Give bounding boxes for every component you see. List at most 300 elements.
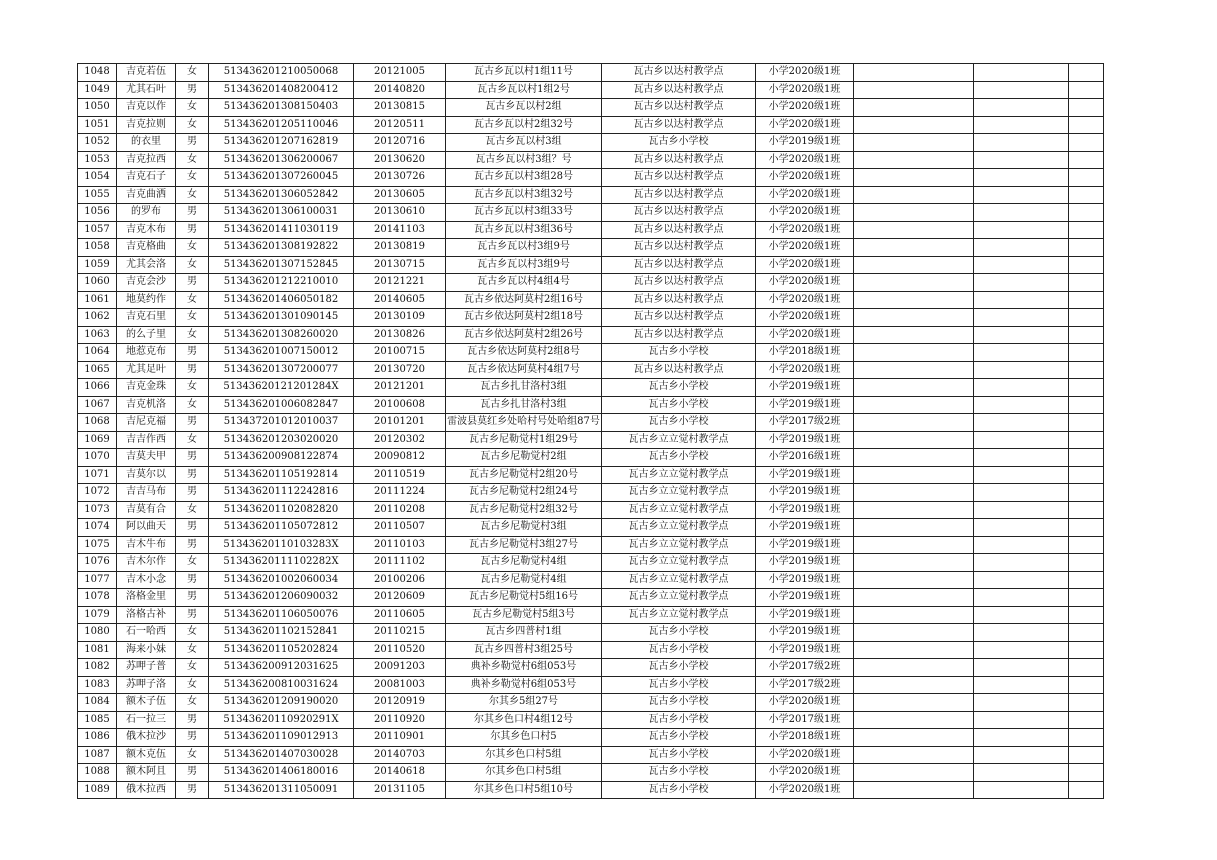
empty-cell <box>1069 134 1104 152</box>
row-number-cell: 1083 <box>78 676 117 694</box>
empty-cell <box>854 641 974 659</box>
id-number-cell: 513436201308150403 <box>209 99 354 117</box>
birth-date-cell: 20110507 <box>354 519 446 537</box>
birth-date-cell: 20100206 <box>354 571 446 589</box>
gender-cell: 男 <box>176 414 209 432</box>
table-row <box>78 169 1104 187</box>
empty-cell <box>1069 379 1104 397</box>
birth-date-cell: 20110103 <box>354 536 446 554</box>
student-name-cell: 吉尼克福 <box>117 414 176 432</box>
table-row <box>78 99 1104 117</box>
gender-cell: 男 <box>176 606 209 624</box>
row-number-cell: 1072 <box>78 484 117 502</box>
empty-cell <box>854 309 974 327</box>
class-cell: 小学2019级1班 <box>756 571 854 589</box>
address-cell: 瓦古乡瓦以村1组11号 <box>446 64 602 82</box>
empty-cell <box>974 431 1069 449</box>
id-number-cell: 513436201106050076 <box>209 606 354 624</box>
student-name-cell: 吉克石里 <box>117 309 176 327</box>
empty-cell <box>1069 116 1104 134</box>
student-name-cell: 的么子里 <box>117 326 176 344</box>
empty-cell <box>1069 239 1104 257</box>
address-cell: 瓦古乡依达阿莫村2组8号 <box>446 344 602 362</box>
empty-cell <box>854 501 974 519</box>
id-number-cell: 513436201105202824 <box>209 641 354 659</box>
gender-cell: 女 <box>176 239 209 257</box>
class-cell: 小学2019级1班 <box>756 641 854 659</box>
empty-cell <box>1069 694 1104 712</box>
id-number-cell: 513436201212210010 <box>209 274 354 292</box>
empty-cell <box>1069 659 1104 677</box>
class-cell: 小学2019级1班 <box>756 501 854 519</box>
row-number-cell: 1069 <box>78 431 117 449</box>
table-row <box>78 501 1104 519</box>
class-cell: 小学2019级1班 <box>756 624 854 642</box>
student-name-cell: 苏呷子普 <box>117 659 176 677</box>
address-cell: 瓦古乡依达阿莫村4组7号 <box>446 361 602 379</box>
row-number-cell: 1051 <box>78 116 117 134</box>
empty-cell <box>1069 449 1104 467</box>
id-number-cell: 513436201306200067 <box>209 151 354 169</box>
school-cell: 瓦古乡以达村教学点 <box>602 361 756 379</box>
student-name-cell: 吉木牛布 <box>117 536 176 554</box>
birth-date-cell: 20130726 <box>354 169 446 187</box>
birth-date-cell: 20110901 <box>354 729 446 747</box>
school-cell: 瓦古乡小学校 <box>602 414 756 432</box>
class-cell: 小学2019级1班 <box>756 589 854 607</box>
student-name-cell: 吉莫夫甲 <box>117 449 176 467</box>
row-number-cell: 1085 <box>78 711 117 729</box>
empty-cell <box>854 659 974 677</box>
student-name-cell: 俄木拉西 <box>117 781 176 799</box>
empty-cell <box>974 309 1069 327</box>
school-cell: 瓦古乡以达村教学点 <box>602 169 756 187</box>
empty-cell <box>854 204 974 222</box>
table-row <box>78 134 1104 152</box>
address-cell: 瓦古乡尼勒觉村2组20号 <box>446 466 602 484</box>
row-number-cell: 1067 <box>78 396 117 414</box>
class-cell: 小学2020级1班 <box>756 746 854 764</box>
student-name-cell: 地莫约作 <box>117 291 176 309</box>
school-cell: 瓦古乡立立觉村教学点 <box>602 536 756 554</box>
address-cell: 瓦古乡依达阿莫村2组26号 <box>446 326 602 344</box>
address-cell: 尔其乡色口村5组10号 <box>446 781 602 799</box>
school-cell: 瓦古乡小学校 <box>602 134 756 152</box>
id-number-cell: 513437201012010037 <box>209 414 354 432</box>
empty-cell <box>854 239 974 257</box>
empty-cell <box>1069 466 1104 484</box>
empty-cell <box>854 81 974 99</box>
birth-date-cell: 20130826 <box>354 326 446 344</box>
address-cell: 瓦古乡瓦以村3组28号 <box>446 169 602 187</box>
table-row <box>78 781 1104 799</box>
birth-date-cell: 20130620 <box>354 151 446 169</box>
id-number-cell: 513436201002060034 <box>209 571 354 589</box>
empty-cell <box>854 99 974 117</box>
empty-cell <box>1069 256 1104 274</box>
address-cell: 瓦古乡瓦以村3组36号 <box>446 221 602 239</box>
gender-cell: 女 <box>176 151 209 169</box>
table-row <box>78 624 1104 642</box>
empty-cell <box>854 449 974 467</box>
address-cell: 瓦古乡尼勒觉村2组24号 <box>446 484 602 502</box>
address-cell: 尔其乡色口村5 <box>446 729 602 747</box>
empty-cell <box>1069 729 1104 747</box>
birth-date-cell: 20130109 <box>354 309 446 327</box>
class-cell: 小学2020级1班 <box>756 256 854 274</box>
table-row <box>78 116 1104 134</box>
empty-cell <box>854 554 974 572</box>
class-cell: 小学2020级1班 <box>756 764 854 782</box>
gender-cell: 女 <box>176 186 209 204</box>
class-cell: 小学2020级1班 <box>756 221 854 239</box>
row-number-cell: 1064 <box>78 344 117 362</box>
school-cell: 瓦古乡以达村教学点 <box>602 326 756 344</box>
row-number-cell: 1075 <box>78 536 117 554</box>
empty-cell <box>974 239 1069 257</box>
id-number-cell: 513436201308260020 <box>209 326 354 344</box>
id-number-cell: 51343620110103283X <box>209 536 354 554</box>
empty-cell <box>974 186 1069 204</box>
id-number-cell: 513436201311050091 <box>209 781 354 799</box>
empty-cell <box>854 571 974 589</box>
student-name-cell: 吉克石子 <box>117 169 176 187</box>
id-number-cell: 51343620110920291X <box>209 711 354 729</box>
birth-date-cell: 20111224 <box>354 484 446 502</box>
address-cell: 瓦古乡依达阿莫村2组18号 <box>446 309 602 327</box>
empty-cell <box>974 274 1069 292</box>
row-number-cell: 1073 <box>78 501 117 519</box>
birth-date-cell: 20110520 <box>354 641 446 659</box>
student-name-cell: 吉木尔作 <box>117 554 176 572</box>
address-cell: 尔其乡色口村5组 <box>446 764 602 782</box>
birth-date-cell: 20110519 <box>354 466 446 484</box>
empty-cell <box>854 291 974 309</box>
row-number-cell: 1088 <box>78 764 117 782</box>
empty-cell <box>854 781 974 799</box>
empty-cell <box>974 501 1069 519</box>
address-cell: 典补乡勒觉村6组053号 <box>446 676 602 694</box>
row-number-cell: 1052 <box>78 134 117 152</box>
empty-cell <box>974 81 1069 99</box>
row-number-cell: 1055 <box>78 186 117 204</box>
gender-cell: 女 <box>176 676 209 694</box>
row-number-cell: 1049 <box>78 81 117 99</box>
empty-cell <box>854 326 974 344</box>
address-cell: 瓦古乡瓦以村2组 <box>446 99 602 117</box>
gender-cell: 男 <box>176 344 209 362</box>
empty-cell <box>1069 396 1104 414</box>
class-cell: 小学2020级1班 <box>756 99 854 117</box>
gender-cell: 男 <box>176 449 209 467</box>
gender-cell: 男 <box>176 134 209 152</box>
school-cell: 瓦古乡以达村教学点 <box>602 274 756 292</box>
address-cell: 雷波县莫红乡处哈村号处哈组87号 <box>446 414 602 432</box>
row-number-cell: 1065 <box>78 361 117 379</box>
student-name-cell: 尤其会洛 <box>117 256 176 274</box>
gender-cell: 女 <box>176 99 209 117</box>
roster-body <box>78 64 1104 799</box>
empty-cell <box>1069 589 1104 607</box>
address-cell: 瓦古乡尼勒觉村3组 <box>446 519 602 537</box>
row-number-cell: 1053 <box>78 151 117 169</box>
empty-cell <box>974 221 1069 239</box>
id-number-cell: 513436201203020020 <box>209 431 354 449</box>
table-row <box>78 326 1104 344</box>
birth-date-cell: 20101201 <box>354 414 446 432</box>
empty-cell <box>974 484 1069 502</box>
birth-date-cell: 20110605 <box>354 606 446 624</box>
table-row <box>78 239 1104 257</box>
birth-date-cell: 20130715 <box>354 256 446 274</box>
school-cell: 瓦古乡以达村教学点 <box>602 204 756 222</box>
class-cell: 小学2017级2班 <box>756 414 854 432</box>
class-cell: 小学2020级1班 <box>756 291 854 309</box>
id-number-cell: 513436201308192822 <box>209 239 354 257</box>
school-cell: 瓦古乡小学校 <box>602 746 756 764</box>
empty-cell <box>1069 414 1104 432</box>
gender-cell: 女 <box>176 291 209 309</box>
empty-cell <box>974 606 1069 624</box>
id-number-cell: 513436201007150012 <box>209 344 354 362</box>
school-cell: 瓦古乡小学校 <box>602 676 756 694</box>
table-row <box>78 764 1104 782</box>
school-cell: 瓦古乡以达村教学点 <box>602 309 756 327</box>
empty-cell <box>854 379 974 397</box>
row-number-cell: 1058 <box>78 239 117 257</box>
birth-date-cell: 20120919 <box>354 694 446 712</box>
student-name-cell: 地惹克布 <box>117 344 176 362</box>
row-number-cell: 1084 <box>78 694 117 712</box>
row-number-cell: 1059 <box>78 256 117 274</box>
id-number-cell: 513436200908122874 <box>209 449 354 467</box>
empty-cell <box>1069 344 1104 362</box>
class-cell: 小学2017级2班 <box>756 659 854 677</box>
empty-cell <box>1069 361 1104 379</box>
school-cell: 瓦古乡立立觉村教学点 <box>602 589 756 607</box>
student-name-cell: 吉吉马布 <box>117 484 176 502</box>
empty-cell <box>974 151 1069 169</box>
school-cell: 瓦古乡小学校 <box>602 711 756 729</box>
class-cell: 小学2019级1班 <box>756 379 854 397</box>
empty-cell <box>1069 711 1104 729</box>
row-number-cell: 1077 <box>78 571 117 589</box>
gender-cell: 女 <box>176 326 209 344</box>
class-cell: 小学2019级1班 <box>756 536 854 554</box>
row-number-cell: 1066 <box>78 379 117 397</box>
table-row <box>78 466 1104 484</box>
empty-cell <box>854 64 974 82</box>
gender-cell: 女 <box>176 116 209 134</box>
empty-cell <box>974 659 1069 677</box>
student-name-cell: 洛格金里 <box>117 589 176 607</box>
empty-cell <box>854 414 974 432</box>
student-name-cell: 额木子伍 <box>117 694 176 712</box>
address-cell: 瓦古乡瓦以村3组 <box>446 134 602 152</box>
birth-date-cell: 20100608 <box>354 396 446 414</box>
gender-cell: 男 <box>176 274 209 292</box>
row-number-cell: 1061 <box>78 291 117 309</box>
student-name-cell: 吉莫尔以 <box>117 466 176 484</box>
address-cell: 瓦古乡瓦以村1组2号 <box>446 81 602 99</box>
school-cell: 瓦古乡小学校 <box>602 624 756 642</box>
school-cell: 瓦古乡立立觉村教学点 <box>602 484 756 502</box>
student-name-cell: 尤其石叶 <box>117 81 176 99</box>
class-cell: 小学2020级1班 <box>756 239 854 257</box>
gender-cell: 男 <box>176 589 209 607</box>
address-cell: 瓦古乡尼勒觉村2组32号 <box>446 501 602 519</box>
row-number-cell: 1062 <box>78 309 117 327</box>
birth-date-cell: 20091203 <box>354 659 446 677</box>
student-roster-table <box>77 63 1104 799</box>
address-cell: 瓦古乡尼勒觉村4组 <box>446 554 602 572</box>
empty-cell <box>1069 554 1104 572</box>
empty-cell <box>1069 641 1104 659</box>
id-number-cell: 513436201205110046 <box>209 116 354 134</box>
table-row <box>78 256 1104 274</box>
student-name-cell: 吉克机洛 <box>117 396 176 414</box>
student-name-cell: 额木阿且 <box>117 764 176 782</box>
address-cell: 瓦古乡尼勒觉村5组3号 <box>446 606 602 624</box>
gender-cell: 女 <box>176 431 209 449</box>
gender-cell: 女 <box>176 554 209 572</box>
empty-cell <box>854 186 974 204</box>
school-cell: 瓦古乡小学校 <box>602 764 756 782</box>
table-row <box>78 746 1104 764</box>
table-row <box>78 291 1104 309</box>
row-number-cell: 1071 <box>78 466 117 484</box>
row-number-cell: 1063 <box>78 326 117 344</box>
empty-cell <box>974 746 1069 764</box>
birth-date-cell: 20121201 <box>354 379 446 397</box>
row-number-cell: 1074 <box>78 519 117 537</box>
class-cell: 小学2019级1班 <box>756 554 854 572</box>
empty-cell <box>974 519 1069 537</box>
school-cell: 瓦古乡立立觉村教学点 <box>602 519 756 537</box>
table-row <box>78 414 1104 432</box>
table-row <box>78 81 1104 99</box>
table-row <box>78 361 1104 379</box>
class-cell: 小学2020级1班 <box>756 781 854 799</box>
address-cell: 瓦古乡四普村1组 <box>446 624 602 642</box>
school-cell: 瓦古乡以达村教学点 <box>602 239 756 257</box>
table-row <box>78 309 1104 327</box>
empty-cell <box>854 764 974 782</box>
gender-cell: 男 <box>176 764 209 782</box>
student-name-cell: 石一拉三 <box>117 711 176 729</box>
student-name-cell: 吉克会沙 <box>117 274 176 292</box>
table-row <box>78 431 1104 449</box>
empty-cell <box>1069 99 1104 117</box>
empty-cell <box>974 554 1069 572</box>
id-number-cell: 513436201306052842 <box>209 186 354 204</box>
empty-cell <box>1069 81 1104 99</box>
student-name-cell: 的衣里 <box>117 134 176 152</box>
class-cell: 小学2017级1班 <box>756 711 854 729</box>
address-cell: 瓦古乡尼勒觉村2组 <box>446 449 602 467</box>
empty-cell <box>854 344 974 362</box>
row-number-cell: 1056 <box>78 204 117 222</box>
address-cell: 瓦古乡扎甘洛村3组 <box>446 396 602 414</box>
address-cell: 瓦古乡瓦以村3组？号 <box>446 151 602 169</box>
id-number-cell: 513436201105192814 <box>209 466 354 484</box>
empty-cell <box>974 694 1069 712</box>
gender-cell: 男 <box>176 466 209 484</box>
empty-cell <box>1069 624 1104 642</box>
address-cell: 尔其乡色口村5组 <box>446 746 602 764</box>
gender-cell: 女 <box>176 694 209 712</box>
table-row <box>78 379 1104 397</box>
id-number-cell: 513436201406180016 <box>209 764 354 782</box>
row-number-cell: 1087 <box>78 746 117 764</box>
address-cell: 瓦古乡尼勒觉村1组29号 <box>446 431 602 449</box>
id-number-cell: 513436201406050182 <box>209 291 354 309</box>
student-name-cell: 吉克拉则 <box>117 116 176 134</box>
class-cell: 小学2017级2班 <box>756 676 854 694</box>
school-cell: 瓦古乡小学校 <box>602 694 756 712</box>
student-name-cell: 苏呷子洛 <box>117 676 176 694</box>
empty-cell <box>1069 519 1104 537</box>
birth-date-cell: 20130819 <box>354 239 446 257</box>
id-number-cell: 51343620111102282X <box>209 554 354 572</box>
id-number-cell: 513436201102152841 <box>209 624 354 642</box>
empty-cell <box>854 519 974 537</box>
table-row <box>78 554 1104 572</box>
school-cell: 瓦古乡以达村教学点 <box>602 64 756 82</box>
empty-cell <box>974 344 1069 362</box>
class-cell: 小学2019级1班 <box>756 484 854 502</box>
empty-cell <box>974 449 1069 467</box>
gender-cell: 女 <box>176 501 209 519</box>
empty-cell <box>974 291 1069 309</box>
student-name-cell: 吉克木布 <box>117 221 176 239</box>
id-number-cell: 513436200912031625 <box>209 659 354 677</box>
empty-cell <box>974 676 1069 694</box>
empty-cell <box>854 589 974 607</box>
class-cell: 小学2019级1班 <box>756 519 854 537</box>
empty-cell <box>854 711 974 729</box>
class-cell: 小学2018级1班 <box>756 344 854 362</box>
empty-cell <box>1069 291 1104 309</box>
gender-cell: 女 <box>176 659 209 677</box>
birth-date-cell: 20110208 <box>354 501 446 519</box>
empty-cell <box>854 536 974 554</box>
address-cell: 瓦古乡扎甘洛村3组 <box>446 379 602 397</box>
empty-cell <box>1069 676 1104 694</box>
empty-cell <box>854 274 974 292</box>
empty-cell <box>1069 764 1104 782</box>
school-cell: 瓦古乡立立觉村教学点 <box>602 501 756 519</box>
table-row <box>78 676 1104 694</box>
gender-cell: 男 <box>176 519 209 537</box>
empty-cell <box>974 99 1069 117</box>
empty-cell <box>974 466 1069 484</box>
birth-date-cell: 20120716 <box>354 134 446 152</box>
empty-cell <box>974 764 1069 782</box>
school-cell: 瓦古乡立立觉村教学点 <box>602 466 756 484</box>
empty-cell <box>1069 64 1104 82</box>
school-cell: 瓦古乡小学校 <box>602 641 756 659</box>
row-number-cell: 1089 <box>78 781 117 799</box>
student-name-cell: 吉克曲洒 <box>117 186 176 204</box>
row-number-cell: 1054 <box>78 169 117 187</box>
birth-date-cell: 20081003 <box>354 676 446 694</box>
table-row <box>78 711 1104 729</box>
id-number-cell: 513436201102082820 <box>209 501 354 519</box>
class-cell: 小学2020级1班 <box>756 169 854 187</box>
birth-date-cell: 20110215 <box>354 624 446 642</box>
student-name-cell: 俄木拉沙 <box>117 729 176 747</box>
